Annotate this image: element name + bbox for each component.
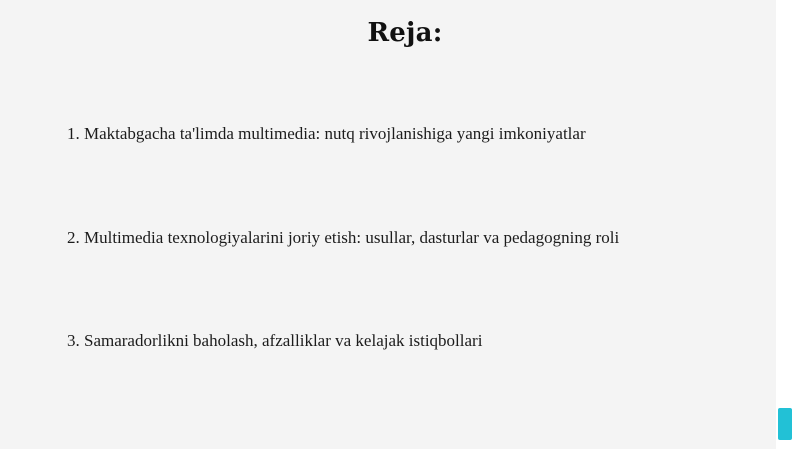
plan-item-3: 3. Samaradorlikni baholash, afzalliklar va kelajak istiqbollari	[67, 331, 483, 350]
scrollbar-thumb[interactable]	[778, 408, 792, 440]
plan-item-1: 1. Maktabgacha ta'limda multimedia: nutq rivojlanishiga yangi imkoniyatlar	[67, 124, 586, 143]
plan-item-2: 2. Multimedia texnologiyalarini joriy etish: usullar, dasturlar va pedagogning roli	[67, 228, 620, 247]
scrollbar-track[interactable]	[776, 0, 800, 449]
slide-title: Reja:	[367, 18, 443, 48]
